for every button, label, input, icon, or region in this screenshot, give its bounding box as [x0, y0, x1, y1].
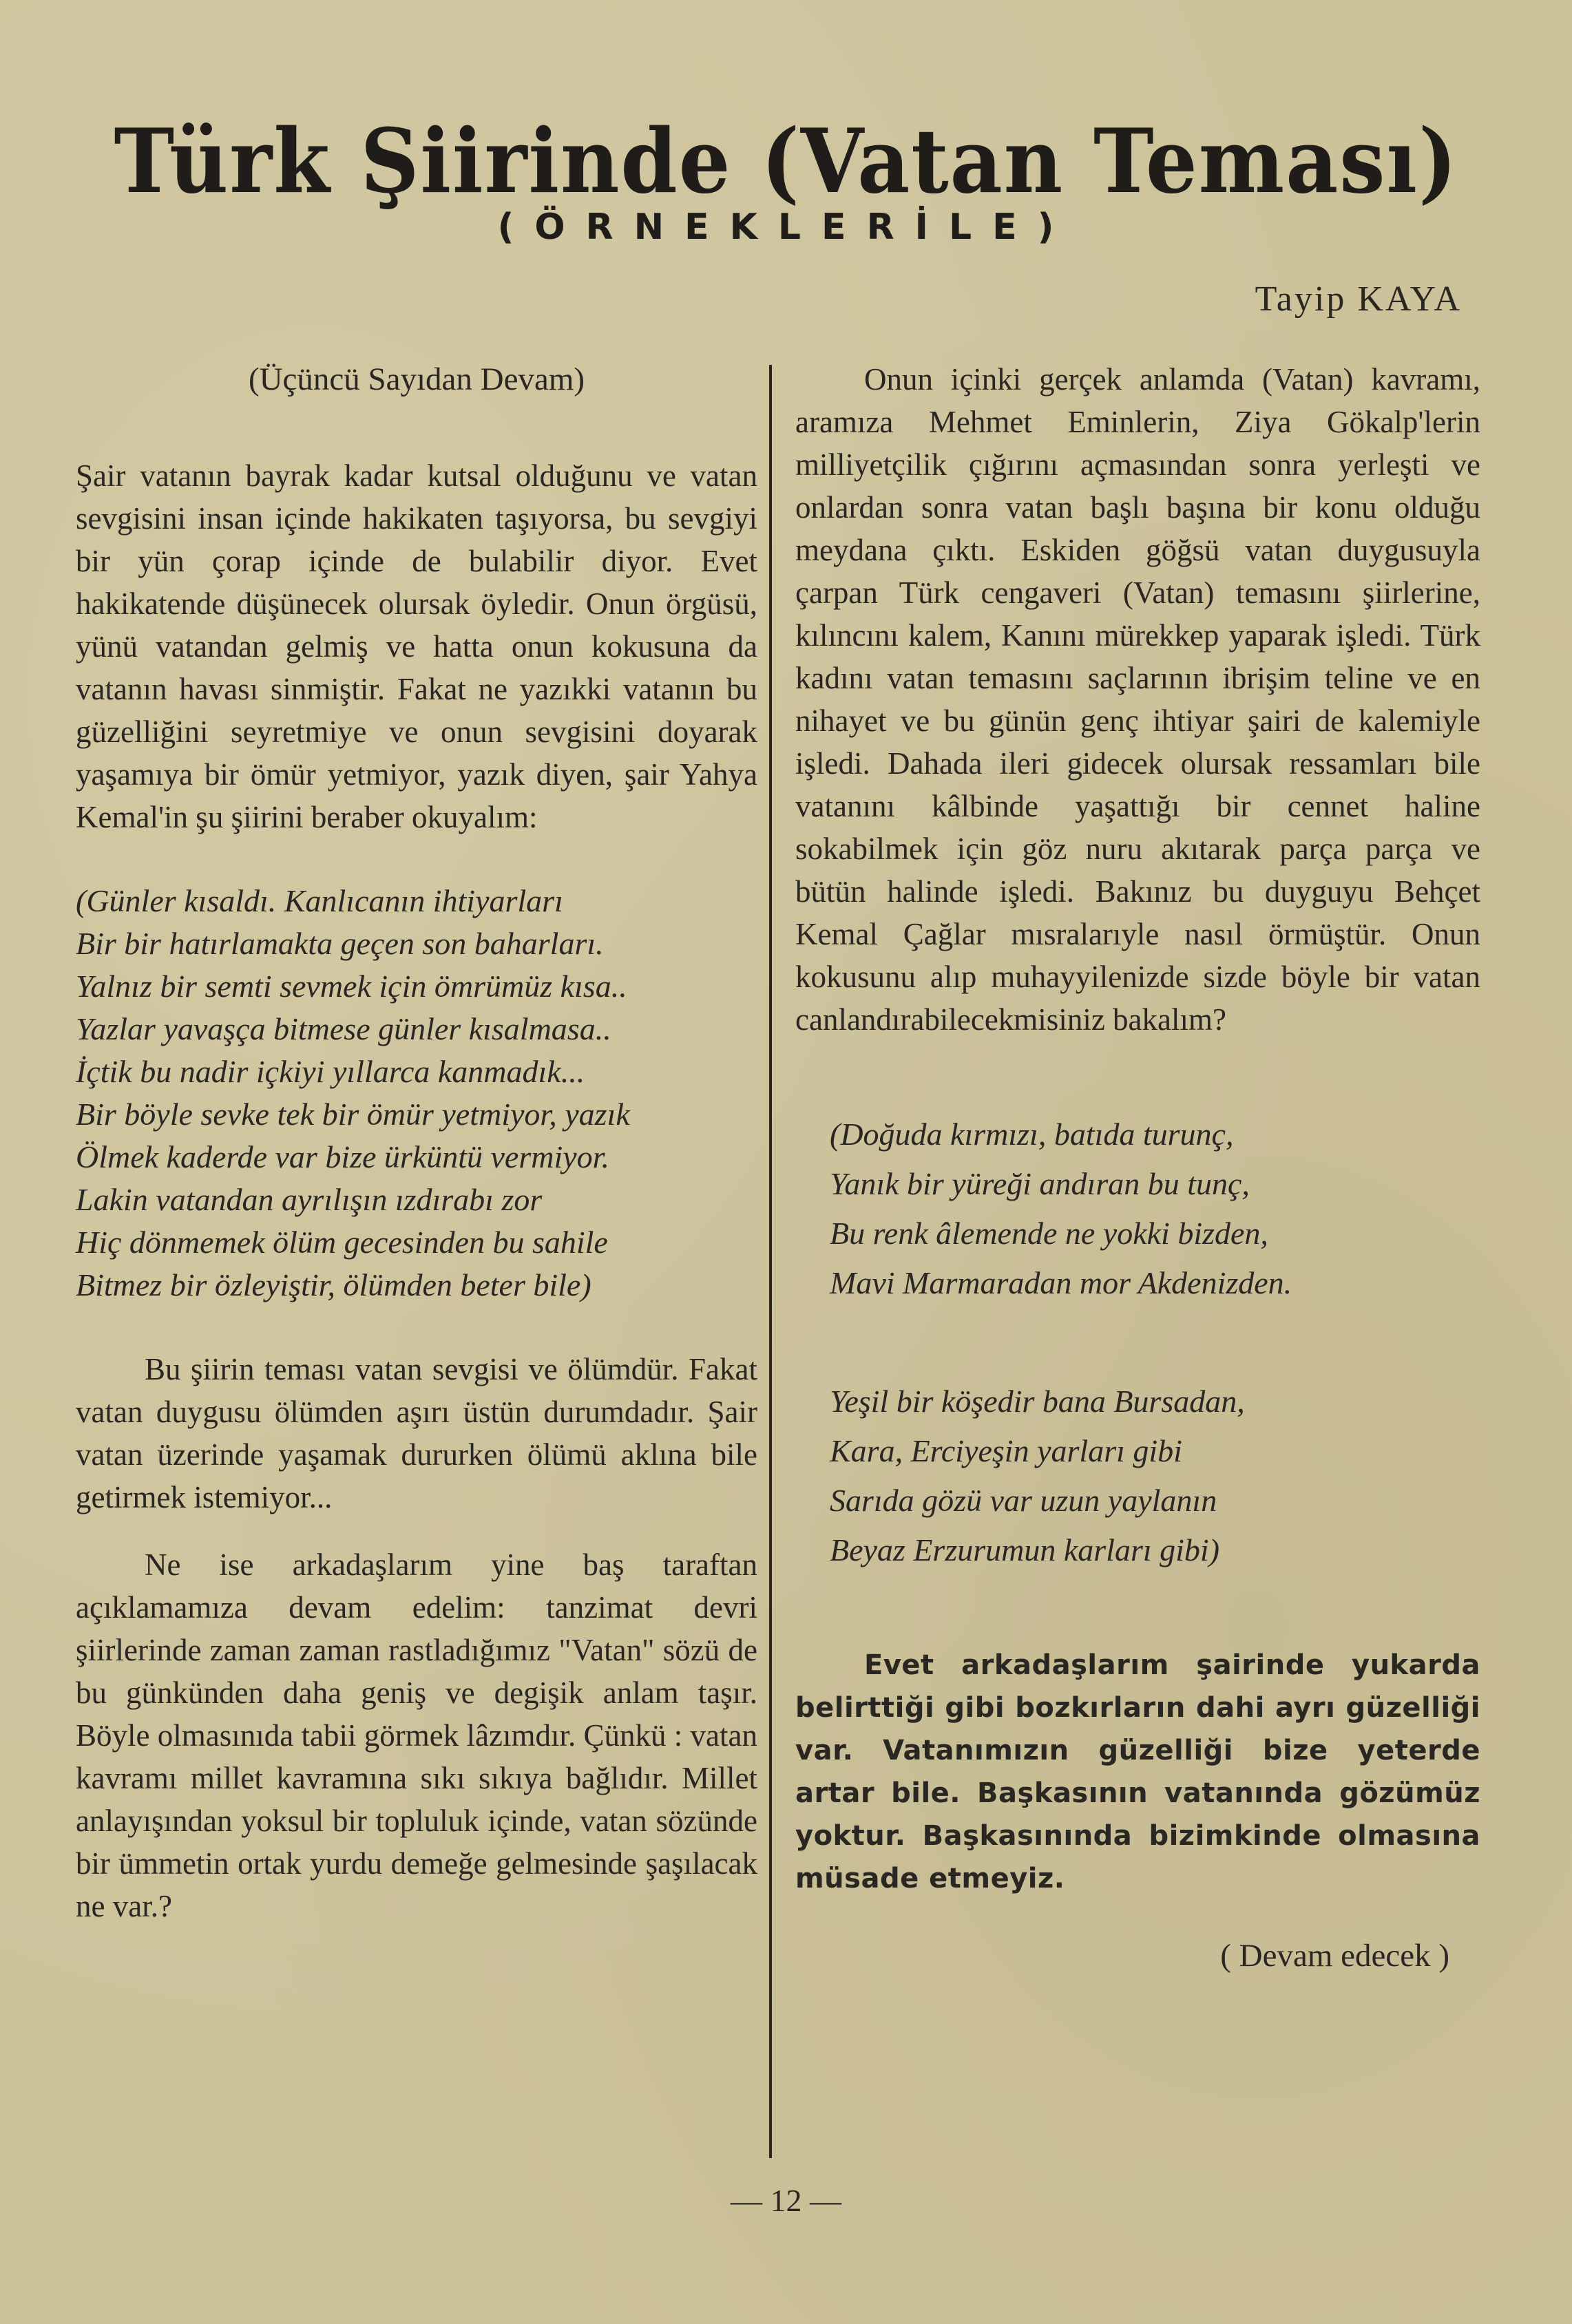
article-subtitle: (ÖRNEKLERİLE)	[497, 207, 1075, 248]
poem-line: Hiç dönmemek ölüm gecesinden bu sahile	[76, 1225, 608, 1260]
poem-line: Bu renk âlemende ne yokki bizden,	[830, 1216, 1268, 1251]
poem-line: Kara, Erciyeşin yarları gibi	[830, 1433, 1182, 1468]
closing-paragraph: Evet arkadaşlarım şairinde yukarda belirttiği gibi bozkırların dahi ayrı güzelliği var. Vatanımızın güzelliği bize yeterde artar bile. Başkasının vatanında gözümüz yoktur. Başkasınında bizimkinde olmasına müsade etmeyiz.	[795, 1649, 1480, 1894]
article-title: Türk Şiirinde (Vatan Teması)	[114, 110, 1458, 213]
poem-line: İçtik bu nadir içkiyi yıllarca kanmadık...	[76, 1054, 585, 1089]
poem-behcet-kemal-stanza-1	[795, 1110, 1480, 1308]
left-column	[76, 358, 757, 1927]
poem-line: Bir böyle sevke tek bir ömür yetmiyor, yazık	[76, 1097, 630, 1132]
poem-line: Sarıda gözü var uzun yaylanın	[830, 1483, 1217, 1518]
poem-line: Bitmez bir özleyiştir, ölümden beter bile)	[76, 1267, 591, 1302]
poem-line: Yanık bir yüreği andıran bu tunç,	[830, 1166, 1250, 1201]
paragraph: Şair vatanın bayrak kadar kutsal olduğunu ve vatan sevgisini insan içinde hakikaten taşıyorsa, bu sevgiyi bir yün çorap içinde de bulabilir diyor. Evet hakikatende düşünecek olursak öyledir. Onun örgüsü, yünü vatandan gelmiş ve hatta onun kokusuna da vatanın havası sinmiştir. Fakat ne yazıkki vatanın bu güzelliğini seyretmiye ve onun sevgisini doyarak yaşamıya bir ömür yetmiyor, yazık diyen, şair Yahya Kemal'in şu şiirini beraber okuyalım:	[76, 458, 757, 834]
poem-line: Mavi Marmaradan mor Akdenizden.	[830, 1265, 1292, 1300]
continued-from-note: (Üçüncü Sayıdan Devam)	[248, 361, 585, 397]
poem-line: Beyaz Erzurumun karları gibi)	[830, 1532, 1220, 1567]
poem-line: Bir bir hatırlamakta geçen son baharları.	[76, 926, 604, 961]
poem-line: (Doğuda kırmızı, batıda turunç,	[830, 1117, 1234, 1152]
page-number: — 12 —	[731, 2183, 841, 2218]
column-divider	[769, 365, 772, 2158]
author-name: Tayip KAYA	[1255, 279, 1462, 319]
poem-yahya-kemal	[76, 880, 757, 1307]
poem-line: Lakin vatandan ayrılışın ızdırabı zor	[76, 1182, 543, 1217]
paragraph: Ne ise arkadaşlarım yine baş taraftan açıklamamıza devam edelim: tanzimat devri şiirlerinde zaman zaman rastladığımız "Vatan" sözü de bu günkünden daha geniş ve degişik anlam taşır. Böyle olmasınıda tabii görmek lâzımdır. Çünkü : vatan kavramı millet kavramına sıkı sıkıya bağlıdır. Millet anlayışından yoksul bir topluluk içinde, vatan sözünde bir ümmetin ortak yurdu demeğe gelmesinde şaşılacak ne var.?	[76, 1547, 757, 1923]
poem-line: Yeşil bir köşedir bana Bursadan,	[830, 1384, 1245, 1419]
poem-line: Yalnız bir semti sevmek için ömrümüz kısa..	[76, 969, 627, 1004]
paragraph: Onun içinki gerçek anlamda (Vatan) kavramı, aramıza Mehmet Eminlerin, Ziya Gökalp'lerin milliyetçilik çığırını açmasından sonra yerleşti ve onlardan sonra vatan başlı başına bir konu olduğu meydana çıktı. Eskiden göğsü vatan duygusuyla çarpan Türk cengaveri (Vatan) temasını şiirlerine, kılıncını kalem, Kanını mürekkep yaparak işledi. Türk kadını vatan temasını saçlarının ibrişim teline ve en nihayet ve bu günün genç ihtiyar şairi de kalemiyle işledi. Dahada ileri gidecek olursak ressamları bile vatanını kâlbinde yaşattığı bir cennet haline sokabilmek için göz nuru akıtarak parça parça ve bütün halinde işledi. Bakınız bu duyguyu Behçet Kemal Çağlar mısralarıyle nasıl örmüştür. Onun kokusunu alıp muhayyilenizde sizde böyle bir vatan canlandırabilecekmisiniz bakalım?	[795, 362, 1480, 1037]
poem-line: (Günler kısaldı. Kanlıcanın ihtiyarları	[76, 883, 563, 918]
poem-line: Ölmek kaderde var bize ürküntü vermiyor.	[76, 1139, 609, 1174]
poem-line: Yazlar yavaşça bitmese günler kısalmasa..	[76, 1011, 611, 1046]
right-column	[795, 358, 1480, 1977]
to-be-continued-note: ( Devam edecek )	[1220, 1938, 1449, 1974]
poem-behcet-kemal-stanza-2	[795, 1377, 1480, 1575]
paragraph: Bu şiirin teması vatan sevgisi ve ölümdür. Fakat vatan duygusu ölümden aşırı üstün durumdadır. Şair vatan üzerinde yaşamak dururken ölümü aklına bile getirmek istemiyor...	[76, 1352, 757, 1514]
